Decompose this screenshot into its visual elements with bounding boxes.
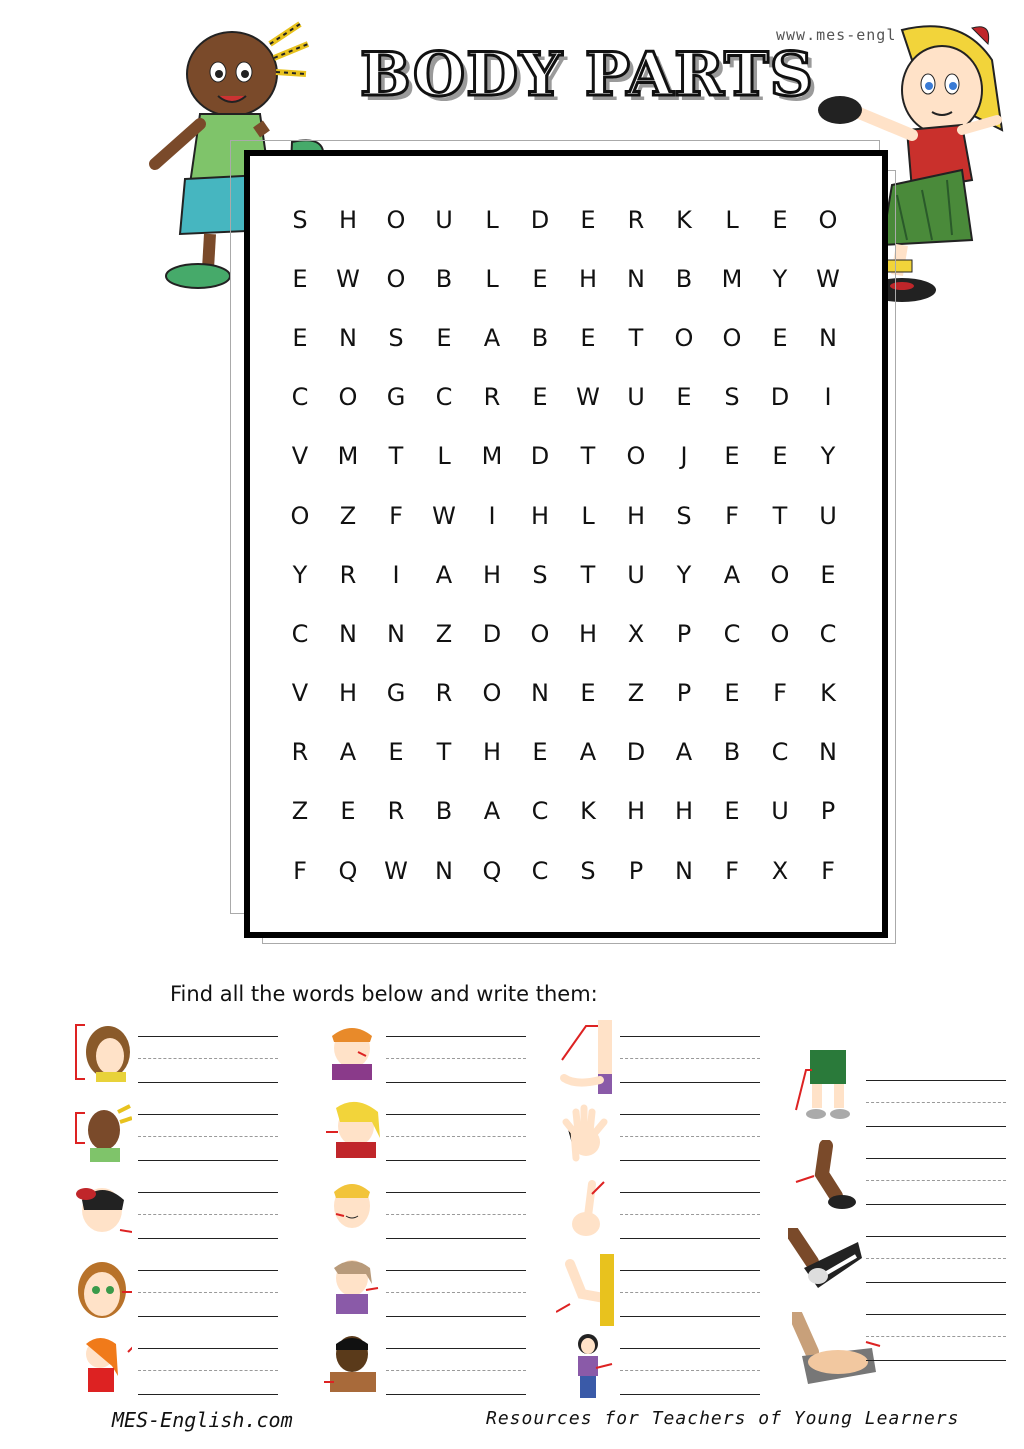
grid-letter[interactable]: A [483, 797, 501, 826]
grid-row [276, 782, 852, 841]
answer-lines[interactable] [620, 1110, 760, 1162]
grid-row [276, 486, 852, 545]
grid-letter[interactable]: F [773, 679, 787, 708]
picture-neck [322, 1254, 382, 1314]
grid-letter[interactable]: H [530, 501, 550, 530]
grid-letter[interactable]: E [724, 797, 740, 826]
word-search-grid [276, 190, 852, 900]
grid-letter[interactable]: A [483, 323, 501, 352]
grid-letter[interactable]: V [291, 442, 309, 471]
grid-letter[interactable]: E [772, 442, 788, 471]
grid-letter[interactable]: K [820, 679, 836, 708]
grid-letter[interactable]: L [485, 264, 499, 293]
grid-letter[interactable]: S [532, 560, 548, 589]
grid-letter[interactable]: W [432, 501, 456, 530]
instruction-text: Find all the words below and write them: [170, 982, 598, 1006]
grid-letter[interactable]: L [437, 442, 451, 471]
answer-lines[interactable] [386, 1344, 526, 1396]
grid-letter[interactable]: C [723, 619, 741, 648]
grid-letter[interactable]: R [435, 679, 453, 708]
grid-row [276, 308, 852, 367]
grid-letter[interactable]: T [436, 738, 452, 767]
grid-letter[interactable]: Z [339, 501, 357, 530]
grid-letter[interactable]: B [531, 323, 549, 352]
grid-letter[interactable]: U [819, 501, 837, 530]
grid-letter[interactable]: E [532, 383, 548, 412]
grid-letter[interactable]: A [339, 738, 357, 767]
grid-letter[interactable]: A [675, 738, 693, 767]
grid-letter[interactable]: I [488, 501, 496, 530]
picture-leg [792, 1050, 860, 1122]
picture-mouth [322, 1176, 382, 1236]
grid-row [276, 368, 852, 427]
grid-letter[interactable]: E [772, 205, 788, 234]
grid-letter[interactable]: S [388, 323, 404, 352]
grid-letter[interactable]: S [724, 383, 740, 412]
grid-letter[interactable]: B [435, 264, 453, 293]
grid-row [276, 427, 852, 486]
grid-letter[interactable]: N [627, 264, 645, 293]
grid-letter[interactable]: M [721, 264, 743, 293]
grid-letter[interactable]: P [676, 619, 692, 648]
grid-letter[interactable]: W [816, 264, 840, 293]
answer-lines[interactable] [620, 1188, 760, 1240]
grid-letter[interactable]: N [819, 738, 837, 767]
grid-letter[interactable]: Y [676, 560, 692, 589]
grid-letter[interactable]: N [819, 323, 837, 352]
grid-letter[interactable]: H [578, 619, 598, 648]
grid-letter[interactable]: W [576, 383, 600, 412]
grid-letter[interactable]: Y [820, 442, 836, 471]
grid-letter[interactable]: H [626, 797, 646, 826]
grid-letter[interactable]: D [530, 442, 550, 471]
grid-row [276, 249, 852, 308]
grid-letter[interactable]: O [338, 383, 358, 412]
answer-lines[interactable] [386, 1266, 526, 1318]
grid-letter[interactable]: O [818, 205, 838, 234]
grid-letter[interactable]: B [435, 797, 453, 826]
grid-letter[interactable]: O [770, 560, 790, 589]
grid-letter[interactable]: Z [291, 797, 309, 826]
grid-letter[interactable]: N [339, 323, 357, 352]
grid-letter[interactable]: R [387, 797, 405, 826]
grid-letter[interactable]: G [386, 383, 406, 412]
answer-lines[interactable] [386, 1110, 526, 1162]
answer-lines[interactable] [138, 1266, 278, 1318]
grid-letter[interactable]: F [725, 856, 739, 885]
grid-letter[interactable]: I [824, 383, 832, 412]
grid-letter[interactable]: S [580, 856, 596, 885]
grid-letter[interactable]: N [387, 619, 405, 648]
grid-letter[interactable]: J [680, 442, 688, 471]
grid-letter[interactable]: O [482, 679, 502, 708]
grid-letter[interactable]: T [628, 323, 644, 352]
grid-letter[interactable]: H [626, 501, 646, 530]
grid-letter[interactable]: V [291, 679, 309, 708]
grid-letter[interactable]: O [722, 323, 742, 352]
picture-nose [322, 1020, 382, 1080]
grid-letter[interactable]: D [770, 383, 790, 412]
grid-letter[interactable]: T [580, 560, 596, 589]
grid-letter[interactable]: X [627, 619, 645, 648]
grid-row [276, 723, 852, 782]
grid-letter[interactable]: P [820, 797, 836, 826]
grid-letter[interactable]: M [337, 442, 359, 471]
grid-letter[interactable]: A [435, 560, 453, 589]
grid-letter[interactable]: K [676, 205, 692, 234]
answer-lines[interactable] [138, 1188, 278, 1240]
grid-row [276, 664, 852, 723]
grid-letter[interactable]: E [580, 205, 596, 234]
grid-letter[interactable]: R [291, 738, 309, 767]
grid-letter[interactable]: M [481, 442, 503, 471]
picture-hand [556, 1102, 616, 1162]
grid-letter[interactable]: E [436, 323, 452, 352]
grid-letter[interactable]: C [291, 383, 309, 412]
grid-letter[interactable]: P [676, 679, 692, 708]
grid-row [276, 841, 852, 900]
picture-finger [556, 1180, 616, 1240]
grid-letter[interactable]: E [340, 797, 356, 826]
answer-lines[interactable] [138, 1344, 278, 1396]
grid-letter[interactable]: H [578, 264, 598, 293]
grid-letter[interactable]: K [580, 797, 596, 826]
grid-row [276, 545, 852, 604]
answer-lines[interactable] [866, 1310, 1006, 1362]
grid-letter[interactable]: O [626, 442, 646, 471]
answer-lines[interactable] [138, 1110, 278, 1162]
grid-letter[interactable]: E [292, 264, 308, 293]
grid-letter[interactable]: Q [482, 856, 502, 885]
picture-knee [792, 1140, 860, 1212]
grid-letter[interactable]: W [384, 856, 408, 885]
picture-cheek [322, 1098, 382, 1158]
grid-letter[interactable]: N [675, 856, 693, 885]
grid-letter[interactable]: P [628, 856, 644, 885]
grid-letter[interactable]: E [532, 264, 548, 293]
grid-letter[interactable]: U [435, 205, 453, 234]
grid-letter[interactable]: A [579, 738, 597, 767]
grid-letter[interactable]: E [388, 738, 404, 767]
grid-letter[interactable]: N [339, 619, 357, 648]
picture-arm [556, 1020, 616, 1094]
grid-letter[interactable]: N [531, 679, 549, 708]
grid-letter[interactable]: E [772, 323, 788, 352]
grid-letter[interactable]: Q [338, 856, 358, 885]
answer-lines[interactable] [138, 1032, 278, 1084]
grid-letter[interactable]: G [386, 679, 406, 708]
grid-letter[interactable]: C [291, 619, 309, 648]
grid-letter[interactable]: C [531, 856, 549, 885]
grid-letter[interactable]: O [770, 619, 790, 648]
page-title: BODY PARTS [360, 40, 814, 110]
grid-letter[interactable]: W [336, 264, 360, 293]
grid-letter[interactable]: C [819, 619, 837, 648]
grid-letter[interactable]: A [723, 560, 741, 589]
grid-letter[interactable]: U [627, 560, 645, 589]
footer-tagline: Resources for Teachers of Young Learners [486, 1408, 960, 1429]
grid-letter[interactable]: F [821, 856, 835, 885]
grid-letter[interactable]: Y [292, 560, 308, 589]
grid-letter[interactable]: O [290, 501, 310, 530]
grid-row [276, 190, 852, 249]
grid-letter[interactable]: E [580, 323, 596, 352]
picture-ear [72, 1102, 132, 1162]
grid-letter[interactable]: O [386, 205, 406, 234]
grid-letter[interactable]: D [530, 205, 550, 234]
answer-lines[interactable] [620, 1344, 760, 1396]
grid-letter[interactable]: S [676, 501, 692, 530]
grid-letter[interactable]: E [724, 679, 740, 708]
grid-letter[interactable]: O [674, 323, 694, 352]
answer-lines[interactable] [866, 1154, 1006, 1206]
grid-letter[interactable]: B [675, 264, 693, 293]
grid-letter[interactable]: H [338, 205, 358, 234]
picture-foot [788, 1228, 864, 1298]
answer-lines[interactable] [620, 1032, 760, 1084]
picture-eye [72, 1258, 132, 1318]
grid-letter[interactable]: T [772, 501, 788, 530]
picture-stomach [566, 1332, 616, 1402]
grid-letter[interactable]: D [482, 619, 502, 648]
grid-letter[interactable]: B [723, 738, 741, 767]
answer-lines[interactable] [386, 1032, 526, 1084]
grid-letter[interactable]: Z [435, 619, 453, 648]
grid-letter[interactable]: R [339, 560, 357, 589]
grid-letter[interactable]: F [725, 501, 739, 530]
grid-letter[interactable]: H [482, 738, 502, 767]
grid-letter[interactable]: E [724, 442, 740, 471]
grid-letter[interactable]: F [389, 501, 403, 530]
grid-letter[interactable]: D [626, 738, 646, 767]
grid-letter[interactable]: F [293, 856, 307, 885]
answer-lines[interactable] [620, 1266, 760, 1318]
footer-site-name: MES-English.com [112, 1408, 293, 1432]
grid-letter[interactable]: E [532, 738, 548, 767]
grid-letter[interactable]: E [820, 560, 836, 589]
picture-body [72, 1336, 132, 1396]
grid-letter[interactable]: L [581, 501, 595, 530]
grid-letter[interactable]: X [771, 856, 789, 885]
grid-letter[interactable]: R [483, 383, 501, 412]
grid-letter[interactable]: C [771, 738, 789, 767]
grid-letter[interactable]: C [435, 383, 453, 412]
picture-hair [72, 1022, 132, 1082]
grid-letter[interactable]: O [530, 619, 550, 648]
grid-letter[interactable]: C [531, 797, 549, 826]
grid-letter[interactable]: R [627, 205, 645, 234]
grid-letter[interactable]: Y [772, 264, 788, 293]
picture-elbow [556, 1254, 616, 1326]
answer-lines[interactable] [866, 1076, 1006, 1128]
grid-letter[interactable]: T [388, 442, 404, 471]
answer-lines[interactable] [866, 1232, 1006, 1284]
grid-letter[interactable]: O [386, 264, 406, 293]
grid-letter[interactable]: E [580, 679, 596, 708]
grid-letter[interactable]: N [435, 856, 453, 885]
site-url: www.mes-engl [776, 26, 897, 44]
grid-letter[interactable]: U [627, 383, 645, 412]
answer-lines[interactable] [386, 1188, 526, 1240]
grid-letter[interactable]: Z [627, 679, 645, 708]
grid-letter[interactable]: S [292, 205, 308, 234]
grid-row [276, 604, 852, 663]
grid-letter[interactable]: H [482, 560, 502, 589]
grid-letter[interactable]: I [392, 560, 400, 589]
grid-letter[interactable]: T [580, 442, 596, 471]
grid-letter[interactable]: L [725, 205, 739, 234]
picture-shoulder [322, 1332, 382, 1392]
grid-letter[interactable]: L [485, 205, 499, 234]
grid-letter[interactable]: U [771, 797, 789, 826]
grid-letter[interactable]: H [338, 679, 358, 708]
grid-letter[interactable]: H [674, 797, 694, 826]
picture-head [72, 1180, 132, 1240]
grid-letter[interactable]: E [676, 383, 692, 412]
grid-letter[interactable]: E [292, 323, 308, 352]
